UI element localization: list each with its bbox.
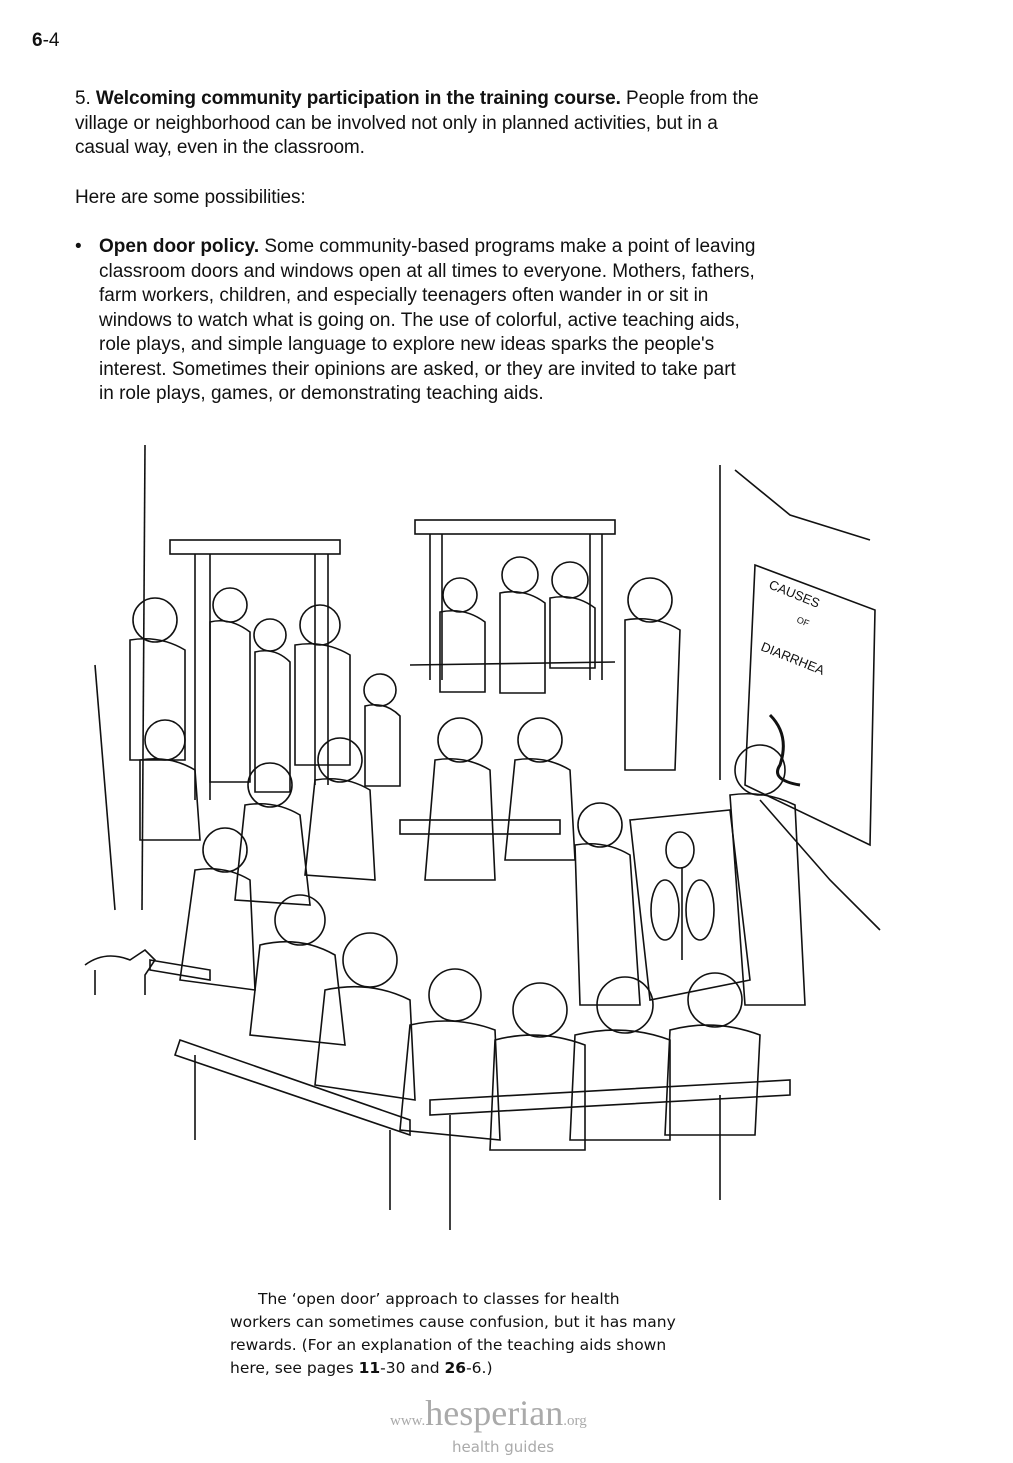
caption-line: The ‘open door’ approach to classes for health — [258, 1290, 620, 1308]
page-ref-link[interactable]: 26 — [444, 1359, 467, 1377]
person — [364, 674, 400, 786]
bullet-item — [75, 235, 755, 407]
bullet-line: classroom doors and windows open at all times to everyone. Mothers, fathers, — [99, 260, 755, 282]
bullet-line: interest. Sometimes their opinions are asked, or they are invited to take part — [99, 358, 736, 380]
poster-text: OF — [795, 614, 811, 629]
bullet-line: in role plays, games, or demonstrating teaching aids. — [99, 383, 544, 404]
intro-text: Here are some possibilities: — [75, 187, 306, 208]
bullet-dot-icon: • — [75, 236, 82, 257]
chapter-number: 6 — [32, 30, 43, 51]
body-line: casual way, even in the classroom. — [75, 137, 365, 158]
caption-line: workers can sometimes cause confusion, but it has many — [230, 1313, 676, 1331]
logo-www: www. — [390, 1413, 426, 1429]
body-line: People from the — [620, 88, 759, 109]
hesperian-logo[interactable] — [390, 1392, 587, 1458]
person — [250, 895, 345, 1045]
person — [500, 557, 545, 693]
person — [180, 828, 255, 990]
bullet-line: windows to watch what is going on. The use of colorful, active teaching aids, — [99, 309, 740, 331]
person — [315, 933, 415, 1100]
dog — [85, 950, 155, 995]
person — [440, 578, 485, 692]
diarrhea-poster — [745, 565, 875, 845]
body-line: village or neighborhood can be involved not only in planned activities, but in a — [75, 112, 718, 134]
logo-org: .org — [563, 1413, 587, 1429]
pole — [95, 665, 115, 910]
person — [665, 973, 760, 1135]
ceiling-line — [735, 470, 870, 540]
body-flipchart — [630, 810, 750, 1000]
page-ref-link[interactable]: 11 — [358, 1359, 381, 1377]
bullet-line: farm workers, children, and especially teenagers often wander in or sit in — [99, 285, 709, 306]
person — [625, 578, 680, 770]
caption-text: -30 and — [380, 1359, 445, 1377]
logo-brand: hesperian — [425, 1393, 564, 1433]
person — [575, 803, 640, 1005]
person — [235, 763, 310, 905]
caption-text: -6.) — [466, 1359, 493, 1377]
classroom-illustration — [70, 440, 890, 1260]
person — [210, 588, 250, 782]
page-in-chapter: -4 — [42, 30, 60, 51]
bullet-line: Some community-based programs make a point of leaving — [259, 236, 756, 257]
people — [130, 557, 805, 1150]
page-number — [32, 30, 59, 52]
floor-line — [760, 800, 880, 930]
section-title: Welcoming community participation in the training course. — [95, 88, 621, 109]
person — [295, 605, 350, 765]
person — [550, 562, 595, 668]
person — [140, 720, 200, 840]
person — [130, 598, 185, 760]
logo-subtitle: health guides — [452, 1438, 555, 1456]
poster-text: DIARRHEA — [758, 638, 827, 678]
poster-text: CAUSES — [766, 576, 823, 611]
caption-line — [230, 1357, 676, 1380]
bullet-title: Open door policy. — [99, 236, 260, 257]
caption-line: rewards. (For an explanation of the teaching aids shown — [230, 1336, 667, 1354]
section-paragraph — [75, 87, 759, 161]
bullet-line: role plays, and simple language to explore new ideas sparks the people's — [99, 334, 715, 355]
caption-text: here, see pages — [230, 1359, 359, 1377]
section-number: 5. — [75, 88, 91, 109]
figure-caption — [230, 1288, 676, 1380]
person — [505, 718, 575, 860]
person — [425, 718, 495, 880]
